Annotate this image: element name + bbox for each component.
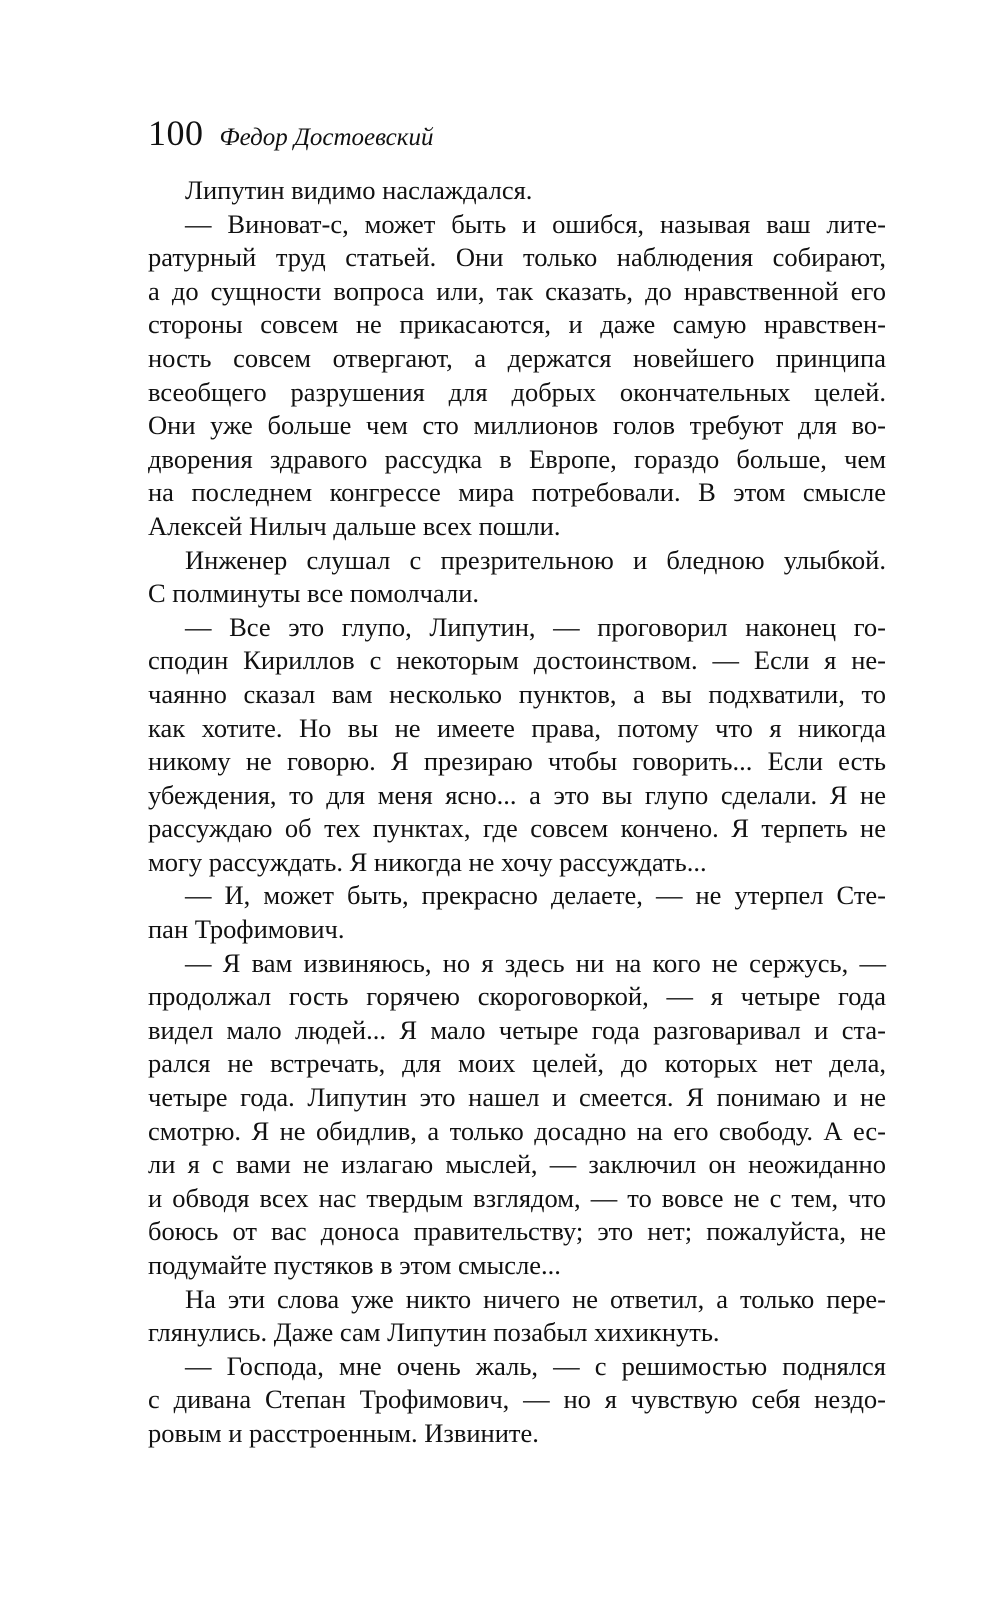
text-line: пан Трофимович. [148,914,345,945]
text-line: — Я вам извиняюсь, но я здесь ни на кого не сержусь, — [185,947,886,978]
text-line: — Виноват-с, может быть и ошибся, называя ваш лите- [185,208,886,239]
text-line: Алексей Нилыч дальше всех пошли. [148,510,561,541]
text-line: продолжал гость горячею скороговоркой, — я четыре года [148,981,886,1012]
text-line: — Все это глупо, Липутин, — проговорил наконец го- [185,611,886,642]
text-line: На эти слова уже никто ничего не ответил, а только пере- [185,1283,886,1314]
page-header [148,112,433,154]
text-line: а до сущности вопроса или, так сказать, до нравственной его [148,275,886,306]
text-line: — И, может быть, прекрасно делаете, — не утерпел Сте- [185,880,886,911]
text-line: смотрю. Я не обидлив, а только досадно на его свободу. А ес- [148,1115,886,1146]
text-line: ровым и расстроенным. Извините. [148,1417,539,1448]
running-head-author: Федор Достоевский [219,124,434,151]
text-line: — Господа, мне очень жаль, — с решимостью поднялся [185,1350,886,1381]
text-line: всеобщего разрушения для добрых окончательных целей. [148,376,886,407]
text-line: убеждения, то для меня ясно... а это вы глупо сделали. Я не [148,779,886,810]
text-line: на последнем конгрессе мира потребовали. В этом смысле [148,477,886,508]
text-line: С полминуты все помолчали. [148,578,480,609]
text-line: ратурный труд статьей. Они только наблюдения собирают, [148,242,886,273]
page-number: 100 [148,113,204,153]
text-line: боюсь от вас доноса правительству; это нет; пожалуйста, не [148,1216,886,1247]
text-line: дворения здравого рассудка в Европе, гораздо больше, чем [148,443,886,474]
text-line: могу рассуждать. Я никогда не хочу рассуждать... [148,846,707,877]
text-line: никому не говорю. Я презираю чтобы говорить... Если есть [148,746,886,777]
text-line: четыре года. Липутин это нашел и смеется. Я понимаю и не [148,1082,886,1113]
text-line: рался не встречать, для моих целей, до которых нет дела, [148,1048,886,1079]
text-line: стороны совсем не прикасаются, и даже самую нравствен- [148,309,886,340]
text-line: ли я с вами не излагаю мыслей, — заключил он неожиданно [148,1149,886,1180]
text-line: чаянно сказал вам несколько пунктов, а вы подхватили, то [148,678,886,709]
text-line: сподин Кириллов с некоторым достоинством. — Если я не- [148,645,886,676]
text-line: ность совсем отвергают, а держатся новейшего принципа [148,342,886,373]
text-line: Они уже больше чем сто миллионов голов требуют для во- [148,410,886,441]
text-line: глянулись. Даже сам Липутин позабыл хихикнуть. [148,1317,720,1348]
text-line: подумайте пустяков в этом смысле... [148,1250,561,1280]
text-line: видел мало людей... Я мало четыре года разговаривал и ста- [148,1014,886,1045]
text-line: Липутин видимо наслаждался. [185,175,533,205]
text-line: как хотите. Но вы не имеете права, потому что я никогда [148,712,886,743]
text-line: и обводя всех нас твердым взглядом, — то вовсе не с тем, что [148,1182,886,1213]
text-line: Инженер слушал с презрительною и бледною улыбкой. [185,544,886,575]
text-line: рассуждаю об тех пунктах, где совсем кончено. Я терпеть не [148,813,886,844]
body-text [148,174,886,1451]
text-line: с дивана Степан Трофимович, — но я чувствую себя нездо- [148,1384,886,1415]
